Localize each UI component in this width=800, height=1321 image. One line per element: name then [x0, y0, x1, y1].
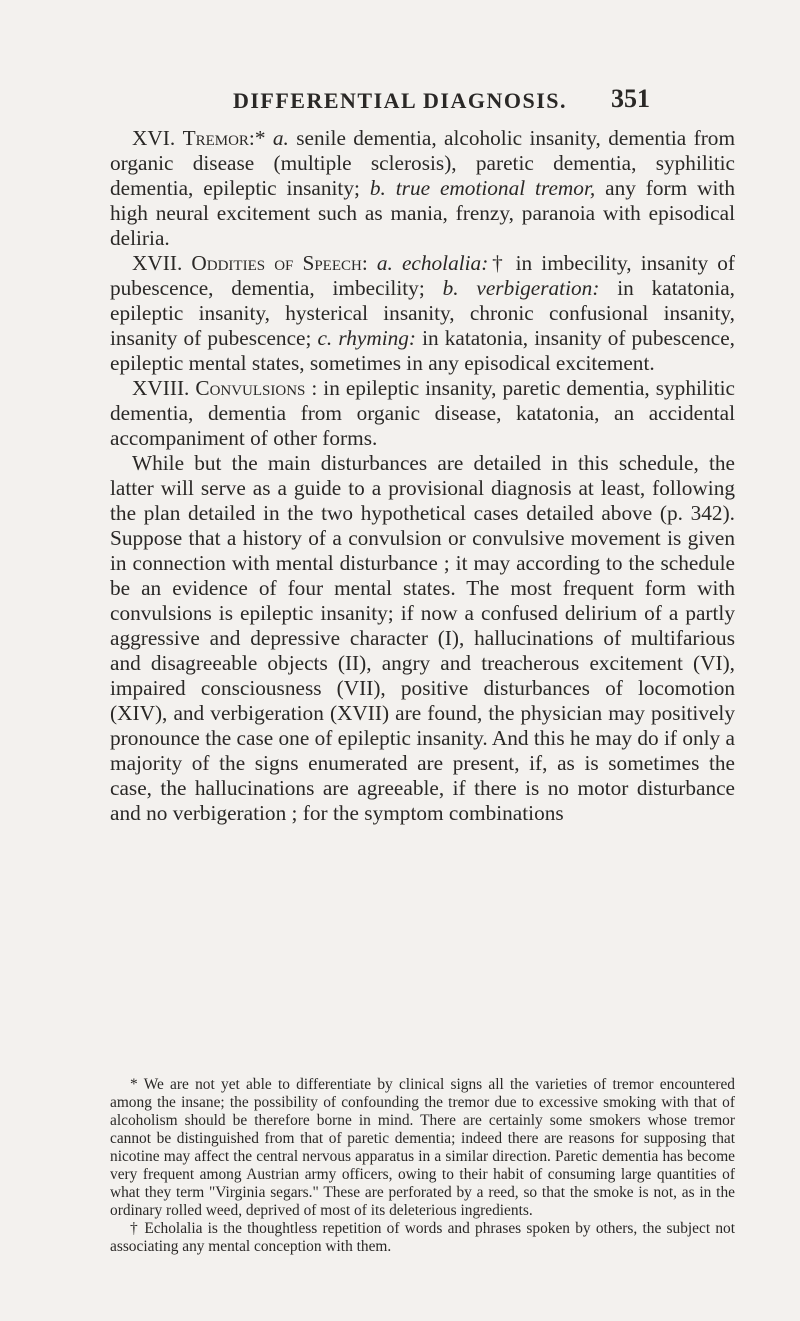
item-label: b.	[369, 176, 386, 200]
item-term: true emotional tremor,	[395, 176, 596, 200]
body-text	[110, 126, 735, 826]
footnote-text: We are not yet able to differentiate by clinical signs all the varieties of tremor encountered among the insane; the possibility of confounding the tremor due to excessive smoking with that of alcoholism should be therefore borne in mind. There are certainly some smokers whose tremor cannot be distinguished from that of paretic dementia; indeed there are reasons for supposing that nicotine may affect the central nervous apparatus in a similar direction. Paretic dementia has become very frequent among Austrian army officers, owing to their habit of consuming large quantities of what they term "Virginia segars." These are perforated by a reed, so that the smoke is not, as in the ordinary rolled weed, deprived of most of its deleterious ingredients.	[110, 1076, 736, 1219]
footnote-marker: †	[130, 1220, 140, 1237]
item-text: in katatonia, insanity of pubescence, epileptic mental states, sometimes in any episodical excitement.	[110, 326, 735, 375]
item-text: any form with high neural excitement such as mania, frenzy, paranoia with episodical deliria.	[110, 176, 735, 250]
section-numeral: XVI.	[132, 126, 176, 150]
section-numeral: XVII.	[132, 251, 183, 275]
footnotes	[110, 1076, 735, 1256]
item-label: c.	[317, 326, 333, 350]
page-number: 351	[611, 84, 650, 113]
footnote-echolalia	[110, 1220, 735, 1256]
item-text: in katatonia, epileptic insanity, hysterical insanity, chronic confusional insanity, insanity of pubescence;	[110, 276, 736, 350]
paragraph-discussion: While but the main disturbances are detailed in this schedule, the latter will serve as a guide to a provisional diagnosis at least, following the plan detailed in the two hypothetical cases detailed above (p. 342). Suppose that a history of a convulsion or convulsive movement is given in connection with mental disturbance ; it may according to the schedule be an evidence of four mental states. The most frequent form with convulsions is epileptic insanity; if now a confused delirium of a partly aggressive and depressive character (I), hallucinations of multifarious and disagreeable objects (II), angry and treacherous excitement (VI), impaired consciousness (VII), positive disturbances of locomotion (XIV), and verbigeration (XVII) are found, the physician may positively pronounce the case one of epileptic insanity. And this he may do if only a majority of the signs enumerated are present, if, as is sometimes the case, the hallucinations are agreeable, if there is no motor disturbance and no verbigeration ; for the symptom combinations	[110, 451, 735, 825]
footnote-tremor	[110, 1076, 735, 1220]
item-label: b.	[442, 276, 459, 300]
paragraph-convulsions	[110, 376, 735, 451]
section-numeral: XVIII.	[132, 376, 190, 400]
section-heading: Convulsions :	[195, 376, 318, 400]
paragraph-oddities-of-speech	[110, 251, 735, 376]
footnote-marker: *	[130, 1076, 138, 1093]
item-label: a.	[376, 251, 393, 275]
item-text: in epileptic insanity, paretic dementia, syphilitic dementia, dementia from organic disease, katatonia, an accidental accompaniment of other forms.	[110, 376, 736, 450]
section-heading: Oddities of Speech:	[191, 251, 368, 275]
footnote-marker: †	[488, 251, 507, 275]
item-text: senile dementia, alcoholic insanity, dementia from organic disease (multiple sclerosis), paretic dementia, syphilitic dementia, epileptic insanity;	[110, 126, 736, 200]
section-heading: Tremor:	[182, 126, 255, 150]
item-term: rhyming:	[338, 326, 417, 350]
running-title: DIFFERENTIAL DIAGNOSIS.	[232, 88, 567, 113]
footnote-text: Echolalia is the thoughtless repetition of words and phrases spoken by others, the subject not associating any mental conception with them.	[110, 1220, 735, 1255]
item-term: verbigeration:	[476, 276, 600, 300]
footnote-marker: *	[254, 126, 266, 150]
item-term: echolalia:	[401, 251, 489, 275]
item-label: a.	[272, 126, 289, 150]
item-text: in imbecility, insanity of pubescence, dementia, imbecility;	[110, 251, 735, 300]
paragraph-tremor	[110, 126, 735, 251]
